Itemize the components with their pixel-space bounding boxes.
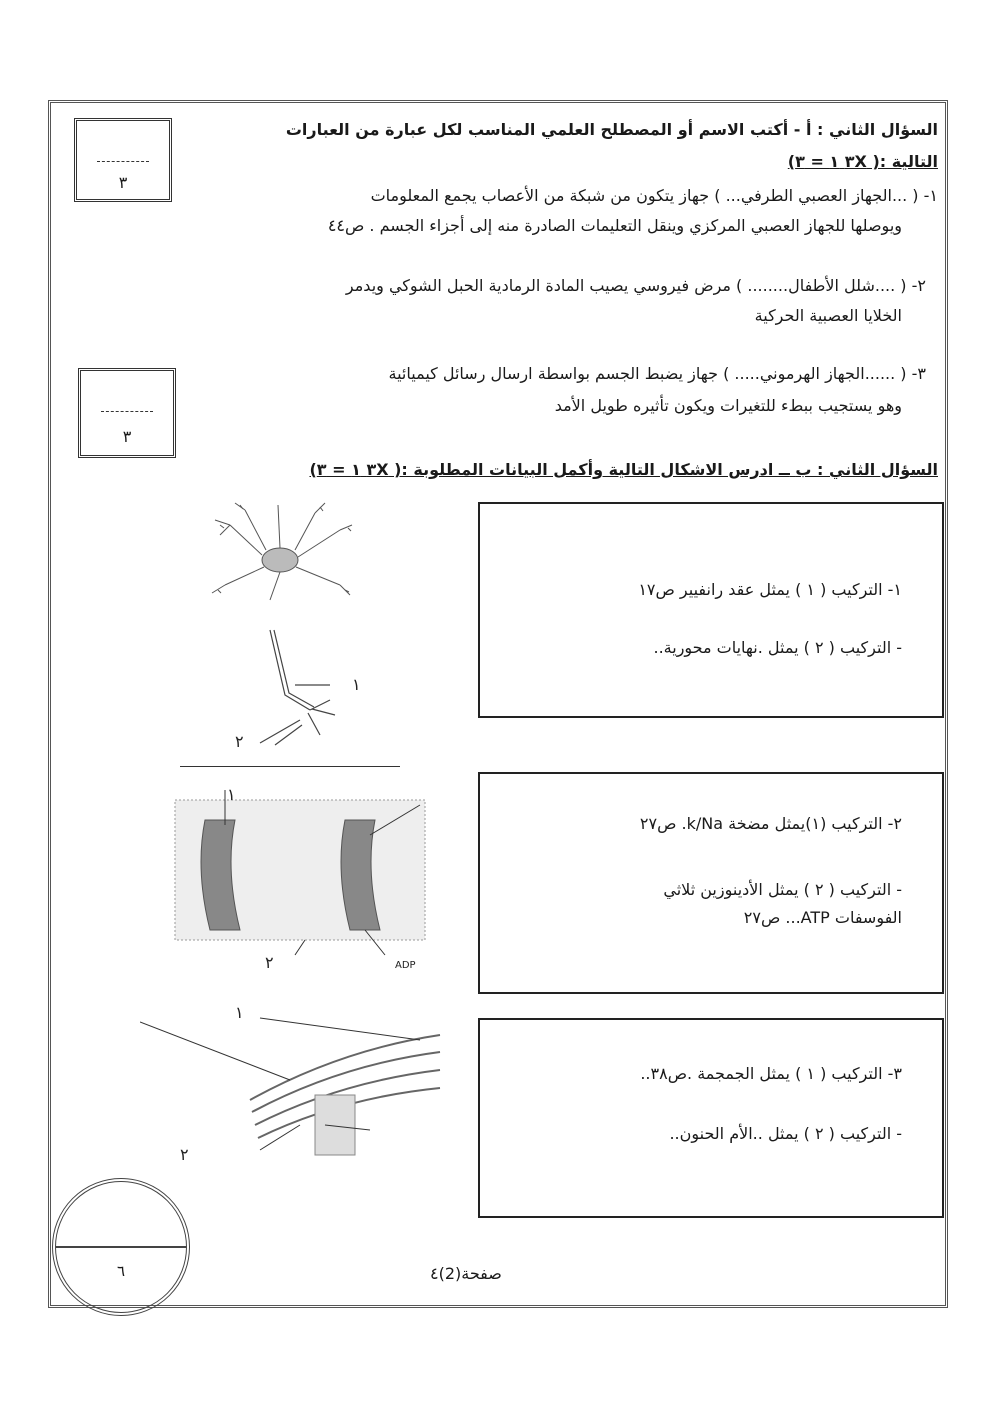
- answer-box-1: [478, 502, 944, 718]
- figure-divider: [180, 766, 400, 767]
- score-blank: [97, 161, 149, 162]
- item-2-line-2: الخلايا العصبية الحركية: [754, 306, 902, 325]
- score-value: ٣: [118, 173, 128, 192]
- neuron-label-1: ١: [352, 675, 361, 694]
- answer-1-line-1: ١- التركيب ( ١ ) يمثل عقد رانفيير ص١٧: [638, 580, 902, 599]
- answer-2-line-1: ٢- التركيب (١)يمثل مضخة k/Na. ص٢٧: [639, 814, 902, 833]
- total-score-circle: [52, 1178, 190, 1316]
- total-score-value: ٦: [116, 1262, 126, 1280]
- neuron-axon: [260, 630, 335, 745]
- neuron-figure: [200, 495, 370, 765]
- score-box-2: [78, 368, 176, 458]
- section-b-heading-label: السؤال الثاني : ب: [795, 460, 938, 479]
- item-1-line-1: ١- ( ...الجهاز العصبي الطرفي... ) جهاز يتكون من شبكة من الأعصاب يجمع المعلومات: [370, 186, 938, 205]
- section-a-heading: [286, 120, 938, 139]
- neuron-label-2: ٢: [235, 732, 244, 751]
- answer-2-line-2: - التركيب ( ٢ ) يمثل الأدينوزين ثلاثي: [663, 880, 902, 899]
- brain-layers-figure: [140, 1000, 450, 1180]
- answer-2-line-3: الفوسفات ATP... ص٢٧: [743, 908, 902, 927]
- item-3-line-1: ٣- ( ......الجهاز الهرموني..... ) جهاز يضبط الجسم بواسطة ارسال رسائل كيميائية: [388, 364, 926, 383]
- section-a-heading-text: السؤال الثاني : أ - أكتب الاسم أو المصطلح العلمي المناسب لكل عبارة من العبارات: [285, 120, 938, 139]
- answer-box-3: [478, 1018, 944, 1218]
- score-blank: [101, 411, 153, 412]
- pump-adp-label: ADP: [395, 960, 416, 971]
- score-value: ٣: [122, 427, 132, 446]
- item-1-line-2: ويوصلها للجهاز العصبي المركزي وينقل التعليمات الصادرة منه إلى أجزاء الجسم . ص٤٤: [327, 216, 902, 235]
- answer-3-line-2: - التركيب ( ٢ ) يمثل ..الأم الحنون..: [669, 1124, 902, 1143]
- section-b-heading-rest: ــ ادرس الاشكال التالية وأكمل البيانات المطلوبة :( ٣X ١ = ٣): [309, 460, 790, 479]
- section-b-heading: [309, 460, 938, 479]
- answer-1-line-2: - التركيب ( ٢ ) يمثل .نهايات محورية..: [653, 638, 902, 657]
- page-number: صفحة(2)٤: [430, 1264, 502, 1283]
- circle-divider: [56, 1246, 186, 1248]
- neuron-cell-body: [212, 503, 352, 600]
- score-box-1: [74, 118, 172, 202]
- item-2-line-1: ٢- ( ....شلل الأطفال........ ) مرض فيروسي يصيب المادة الرمادية الحبل الشوكي ويدمر: [345, 276, 926, 295]
- pump-label-1: ١: [227, 785, 236, 804]
- item-3-line-2: وهو يستجيب ببطء للتغيرات ويكون تأثيره طويل الأمد: [554, 396, 902, 415]
- pump-label-2: ٢: [265, 953, 274, 972]
- answer-3-line-1: ٣- التركيب ( ١ ) يمثل الجمجمة .ص٣٨..: [640, 1064, 902, 1083]
- brain-label-2: ٢: [180, 1145, 189, 1164]
- section-a-heading-cont: التالية :( ٣X ١ = ٣): [787, 152, 938, 171]
- pump-figure: [165, 780, 455, 980]
- brain-label-1: ١: [235, 1003, 244, 1022]
- answer-box-2: [478, 772, 944, 994]
